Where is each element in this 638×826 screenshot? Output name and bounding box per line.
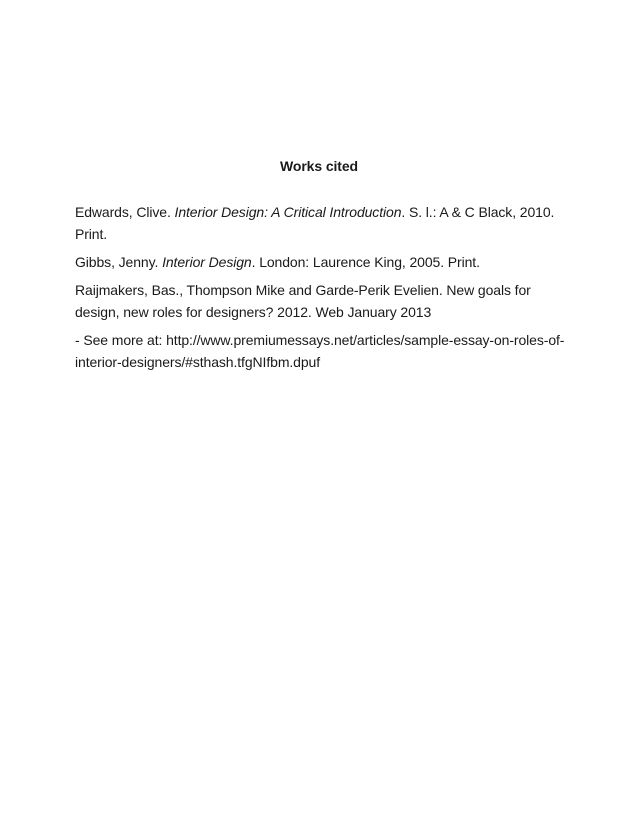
source-url-text: - See more at: http://www.premiumessays.net/articles/sample-essay-on-roles-of-interior-designers/#sthash.tfgNIfbm.dpuf [75,332,565,370]
citation-entry [75,251,565,273]
citation-text: . London: Laurence King, 2005. Print. [251,254,480,270]
citation-entry [75,201,565,245]
citation-text: Edwards, Clive. [75,204,175,220]
citation-text: Raijmakers, Bas., Thompson Mike and Garde-Perik Evelien. New goals for design, new roles for designers? 2012. Web January 2013 [75,282,531,320]
citation-title: Interior Design [162,254,252,270]
citation-title: Interior Design: A Critical Introduction [174,204,402,220]
source-note [75,329,565,373]
works-cited-list [75,201,565,379]
citation-entry [75,279,565,323]
page-title: Works cited [280,158,358,174]
citation-text: Gibbs, Jenny. [75,254,163,270]
citation-text: . S. l.: A & C Black, 2010. Print. [75,204,555,242]
